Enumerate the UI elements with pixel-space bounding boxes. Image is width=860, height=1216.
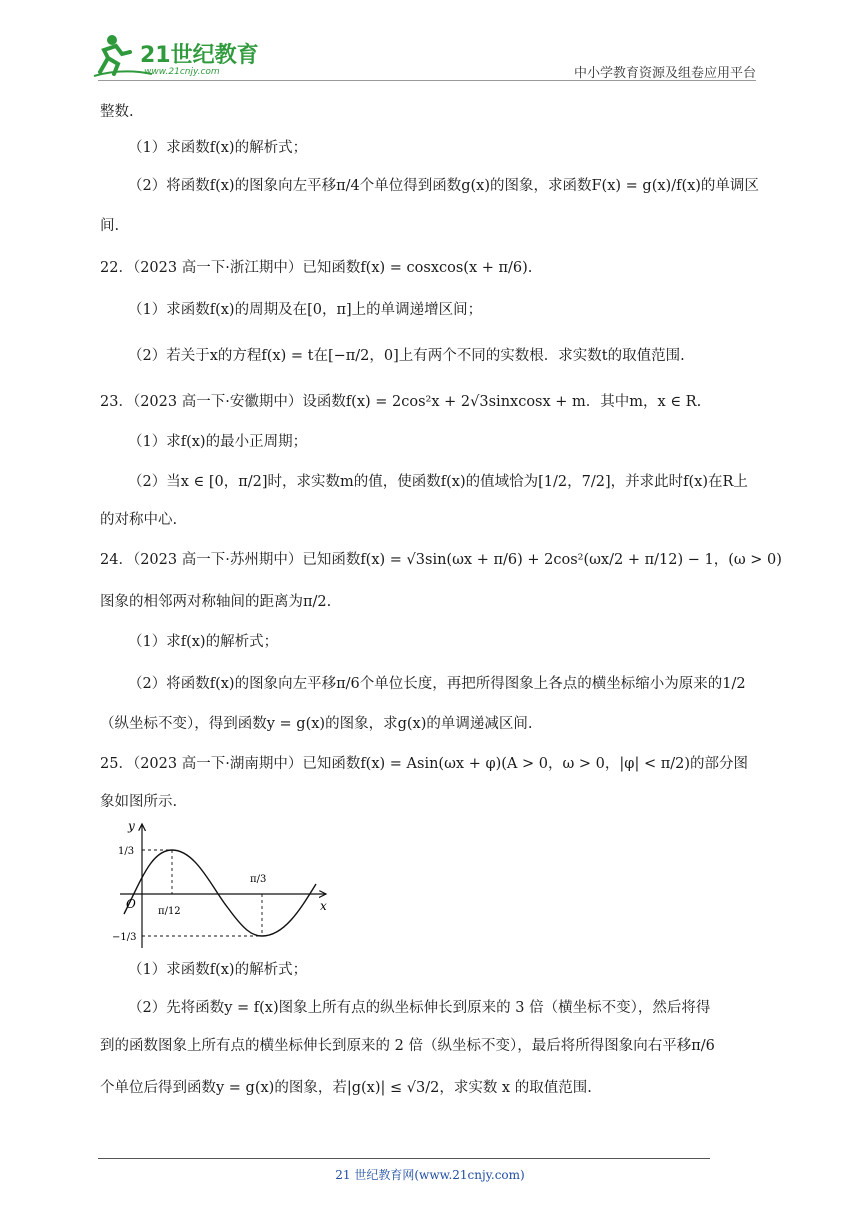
site-logo bbox=[92, 32, 262, 78]
q25-stem2: 象如图所示. bbox=[100, 794, 178, 810]
q23-stem: 23．（2023 高一下·安徽期中）设函数f(x) = 2cos²x + 2√3sinxcosx + m．其中m，x ∈ R. bbox=[100, 394, 702, 410]
q24-part2-end: （纵坐标不变），得到函数y = g(x)的图象，求g(x)的单调递减区间. bbox=[100, 716, 533, 732]
y-max-label: 1/3 bbox=[118, 846, 135, 857]
footer-divider bbox=[98, 1158, 710, 1159]
q25-part2: （2）先将函数y = f(x)图象上所有点的纵坐标伸长到原来的 3 倍（横坐标不变），然后将得 bbox=[128, 1000, 711, 1016]
x-label-pi-3: π/3 bbox=[250, 874, 267, 885]
footer-text: 21 世纪教育网(www.21cnjy.com) bbox=[335, 1168, 525, 1182]
q22-part2: （2）若关于x的方程f(x) = t在[−π/2，0]上有两个不同的实数根．求实数t的取值范围. bbox=[128, 348, 685, 364]
q22-part1: （1）求函数f(x)的周期及在[0，π]上的单调递增区间； bbox=[128, 302, 483, 318]
q24-stem2: 图象的相邻两对称轴间的距离为π/2. bbox=[100, 594, 332, 610]
x-label-pi-12: π/12 bbox=[158, 906, 181, 917]
q22-stem: 22．（2023 高一下·浙江期中）已知函数f(x) = cosxcos(x + π/6). bbox=[100, 260, 533, 276]
y-axis-label: y bbox=[128, 819, 135, 833]
logo-text: 21世纪教育 bbox=[140, 43, 259, 68]
q23-part2-end: 的对称中心. bbox=[100, 512, 178, 528]
q21-part2-end: 间. bbox=[100, 218, 120, 234]
q25-stem: 25．（2023 高一下·湖南期中）已知函数f(x) = Asin(ωx + φ)(A > 0，ω > 0，|φ| < π/2)的部分图 bbox=[100, 756, 748, 772]
q24-part1: （1）求f(x)的解析式； bbox=[128, 634, 279, 650]
q24-stem: 24．（2023 高一下·苏州期中）已知函数f(x) = √3sin(ωx + π/6) + 2cos²(ωx/2 + π/12) − 1，(ω > 0) bbox=[100, 552, 782, 568]
logo-url: www.21cnjy.com bbox=[144, 67, 220, 77]
q23-part2: （2）当x ∈ [0，π/2]时，求实数m的值，使函数f(x)的值域恰为[1/2，7/2]，并求此时f(x)在R上 bbox=[128, 474, 748, 490]
platform-name: 中小学教育资源及组卷应用平台 bbox=[573, 66, 756, 81]
y-min-label: −1/3 bbox=[112, 932, 137, 943]
q23-part1: （1）求f(x)的最小正周期； bbox=[128, 434, 308, 450]
q24-part2: （2）将函数f(x)的图象向左平移π/6个单位长度，再把所得图象上各点的横坐标缩小为原来的1/2 bbox=[128, 676, 746, 692]
origin-label: O bbox=[126, 897, 136, 911]
q21-part2: （2）将函数f(x)的图象向左平移π/4个单位得到函数g(x)的图象，求函数F(x) = g(x)/f(x)的单调区 bbox=[128, 178, 759, 194]
q21-line1: 整数. bbox=[100, 104, 134, 120]
q25-part2-line3: 个单位后得到函数y = g(x)的图象，若|g(x)| ≤ √3/2，求实数 x 的取值范围. bbox=[100, 1080, 592, 1096]
q25-part1: （1）求函数f(x)的解析式； bbox=[128, 962, 308, 978]
sine-curve bbox=[124, 850, 316, 936]
q21-part1: （1）求函数f(x)的解析式； bbox=[128, 140, 308, 156]
sine-graph bbox=[112, 818, 332, 952]
x-axis-label: x bbox=[320, 899, 327, 913]
header-divider bbox=[98, 80, 756, 81]
q25-part2-line2: 到的函数图象上所有点的横坐标伸长到原来的 2 倍（纵坐标不变），最后将所得图象向右平移π/6 bbox=[100, 1038, 715, 1054]
